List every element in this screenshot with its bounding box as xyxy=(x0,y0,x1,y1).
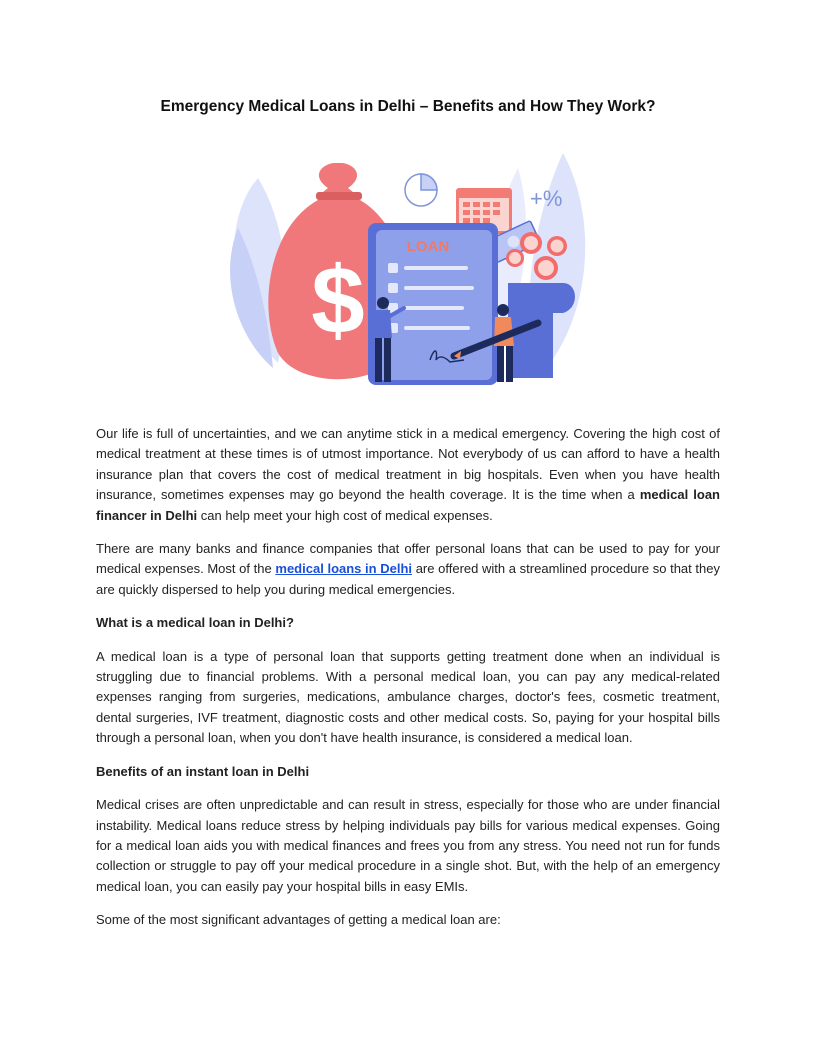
pie-chart-icon xyxy=(405,174,437,206)
dollar-symbol: $ xyxy=(311,247,365,354)
loan-label: LOAN xyxy=(406,238,450,255)
paragraph-advantages-intro: Some of the most significant advantages of getting a medical loan are: xyxy=(96,912,501,928)
bold-phrase-financer: medical loan financer in Delhi xyxy=(96,487,721,523)
heading-what-is: What is a medical loan in Delhi? xyxy=(96,615,294,631)
paragraph-benefits: Medical crises are often unpredictable and can result in stress, especially for those who are under financial instability. Medical loans reduce stress by helping individuals pay bills for various medical expenses. Going for a medical loan aids you with medical finances and frees you from any stress. You need not run for funds collection or struggle to pay off your medical procedure in a single shot. But, with the help of an emergency medical loan, you can easily pay your hospital bills in easy EMIs. xyxy=(96,797,720,894)
page-title: Emergency Medical Loans in Delhi – Benefits and How They Work? xyxy=(160,98,656,115)
percent-label: +% xyxy=(530,186,563,211)
paragraph-banks: There are many banks and finance companies that offer personal loans that can be used to pay for your medical expenses. Most of the medical loans in Delhi are offered with a streamlined procedure so that they are quickly dispersed to help you during medical emergencies. xyxy=(96,541,720,597)
paragraph-intro: Our life is full of uncertainties, and we can anytime stick in a medical emergency. Covering the high cost of medical treatment at these times is of utmost importance. Not everybody of us can afford to have a health insurance plan that covers the cost of medical treatment in big hospitals. Even when you have health insurance, sometimes expenses may go beyond the health coverage. It is the time when a medical loan financer in Delhi can help meet your high cost of medical expenses. xyxy=(96,426,721,523)
paragraph-definition: A medical loan is a type of personal loan that supports getting treatment done when an individual is struggling due to financial problems. With a personal medical loan, you can pay any medical-related expenses ranging from surgeries, medications, ambulance charges, doctor's fees, cosmetic treatment, dental surgeries, IVF treatment, diagnostic costs and other medical costs. So, paying for your hospital bills through a personal loan, when you don't have health insurance, is considered a medical loan. xyxy=(96,648,720,746)
heading-benefits: Benefits of an instant loan in Delhi xyxy=(96,763,310,779)
article-body xyxy=(96,424,720,944)
medical-loans-link[interactable]: medical loans in Delhi xyxy=(275,561,413,577)
medical-loan-illustration xyxy=(218,148,598,396)
